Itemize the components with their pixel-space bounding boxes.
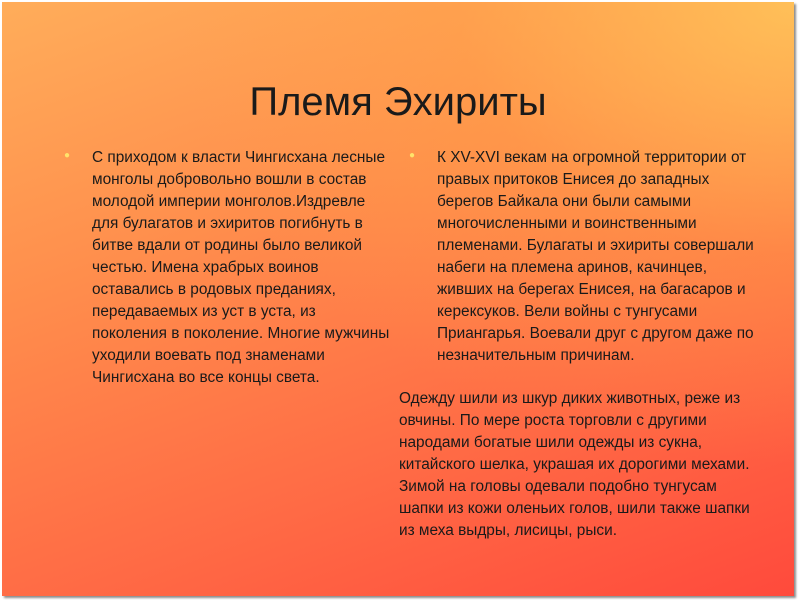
right-text-column bbox=[437, 147, 757, 367]
overlay-text-box: Одежду шили из шкур диких животных, реже из овчины. По мере роста торговли с другими народами богатые шили одежды из сукна, китайского шелка, украшая их дорогими мехами. Зимой на головы одевали подобно тунгусам шапки из кожи оленьих голов, шили также шапки из меха выдры, лисицы, рыси. bbox=[399, 390, 750, 539]
left-column-text: С приходом к власти Чингисхана лесные монголы добровольно вошли в состав молодой империи монголов.Издревле для булагатов и эхиритов погибнуть в битве вдали от родины было великой честью. Имена храбрых воинов оставались в родовых преданиях, передаваемых из уст в уста, из поколения в поколение. Многие мужчины уходили воевать под знаменами Чингисхана во все концы света. bbox=[92, 149, 390, 386]
bullet-icon bbox=[409, 152, 417, 160]
slide bbox=[2, 2, 794, 596]
left-text-column bbox=[92, 147, 392, 389]
right-column-text: К XV-XVI векам на огромной территории от правых притоков Енисея до западных берегов Байкала они были самыми многочисленными и воинственными племенами. Булагаты и эхириты совершали набеги на племена аринов, качинцев, живших на берегах Енисея, на багасаров и керексуков. Вели войны с тунгусами Приангарья. Воевали друг с другом даже по незначительным причинам. bbox=[437, 149, 754, 364]
slide-title: Племя Эхириты bbox=[249, 80, 547, 124]
bullet-icon bbox=[64, 152, 72, 160]
